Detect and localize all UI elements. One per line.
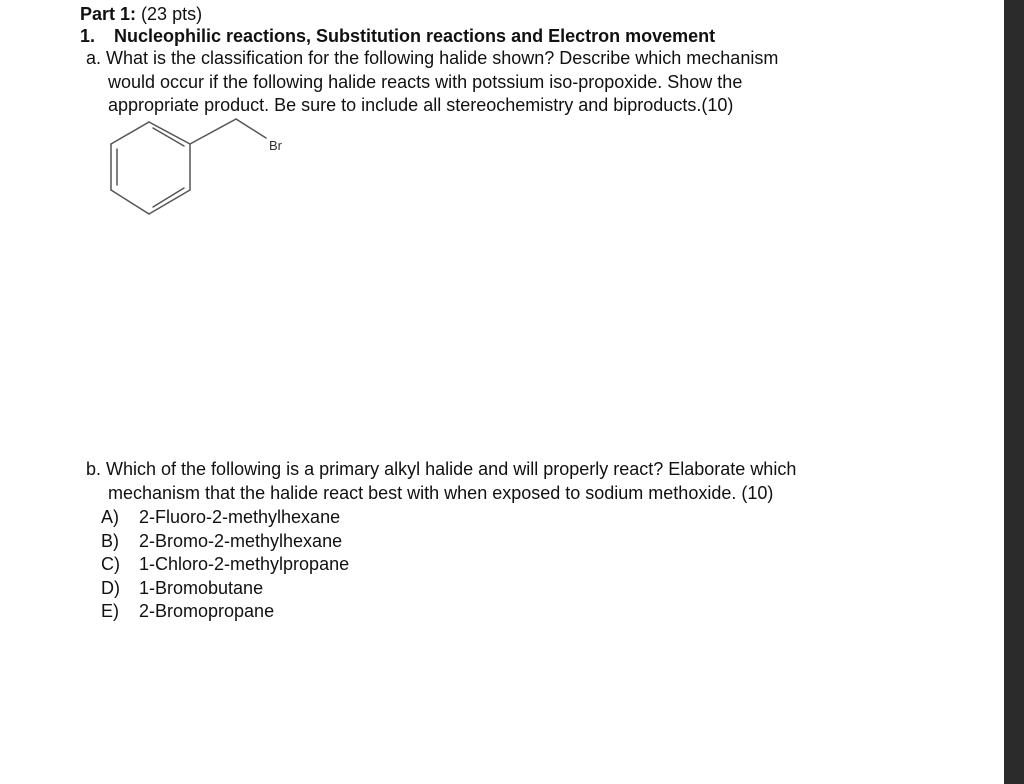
answer-options xyxy=(101,506,349,624)
part-label: Part 1: xyxy=(80,4,137,24)
option-letter: C) xyxy=(101,554,120,574)
option-letter: B) xyxy=(101,530,119,551)
question-heading xyxy=(80,26,715,46)
option-text: 1-Bromobutane xyxy=(139,577,264,598)
part-a-line: appropriate product. Be sure to include all stereochemistry and biproducts.(10) xyxy=(108,95,734,115)
option-text: 2-Bromopropane xyxy=(139,601,275,621)
part-points: (23 pts) xyxy=(141,4,203,24)
question-number: 1. xyxy=(80,26,96,46)
part-title xyxy=(80,4,202,24)
ring-bond xyxy=(111,122,149,144)
part-b-line: mechanism that the halide react best with when exposed to sodium methoxide. (10) xyxy=(108,482,774,503)
option-c xyxy=(101,553,349,577)
option-b xyxy=(101,530,349,554)
ch2-bond xyxy=(190,119,236,144)
option-a xyxy=(101,506,349,530)
part-a-line: would occur if the following halide reacts with potssium iso-propoxide. Show the xyxy=(108,71,743,92)
scrollbar-track[interactable] xyxy=(1004,0,1024,784)
bromine-label: Br xyxy=(269,138,282,153)
ring-bond xyxy=(111,190,149,214)
ring-bond xyxy=(149,190,190,214)
option-text: 2-Bromo-2-methylhexane xyxy=(139,530,343,551)
double-bond-inner xyxy=(153,128,184,146)
option-letter: D) xyxy=(101,577,120,598)
option-text: 2-Fluoro-2-methylhexane xyxy=(139,507,341,527)
option-d xyxy=(101,577,349,601)
part-b-line: b. Which of the following is a primary alkyl halide and will properly react? Elaborate which xyxy=(86,459,797,479)
option-letter: A) xyxy=(101,507,119,527)
option-e xyxy=(101,600,349,624)
part-a-line: a. What is the classification for the following halide shown? Describe which mechanism xyxy=(86,48,779,68)
c-br-bond xyxy=(236,119,266,138)
double-bond-inner xyxy=(153,188,184,207)
part-a-prompt xyxy=(86,47,778,118)
option-letter: E) xyxy=(101,601,119,621)
option-text: 1-Chloro-2-methylpropane xyxy=(139,554,350,574)
part-b-prompt xyxy=(86,458,796,505)
ring-bond xyxy=(149,122,190,144)
question-title: Nucleophilic reactions, Substitution reactions and Electron movement xyxy=(114,26,716,46)
benzyl-bromide-structure xyxy=(100,110,300,220)
